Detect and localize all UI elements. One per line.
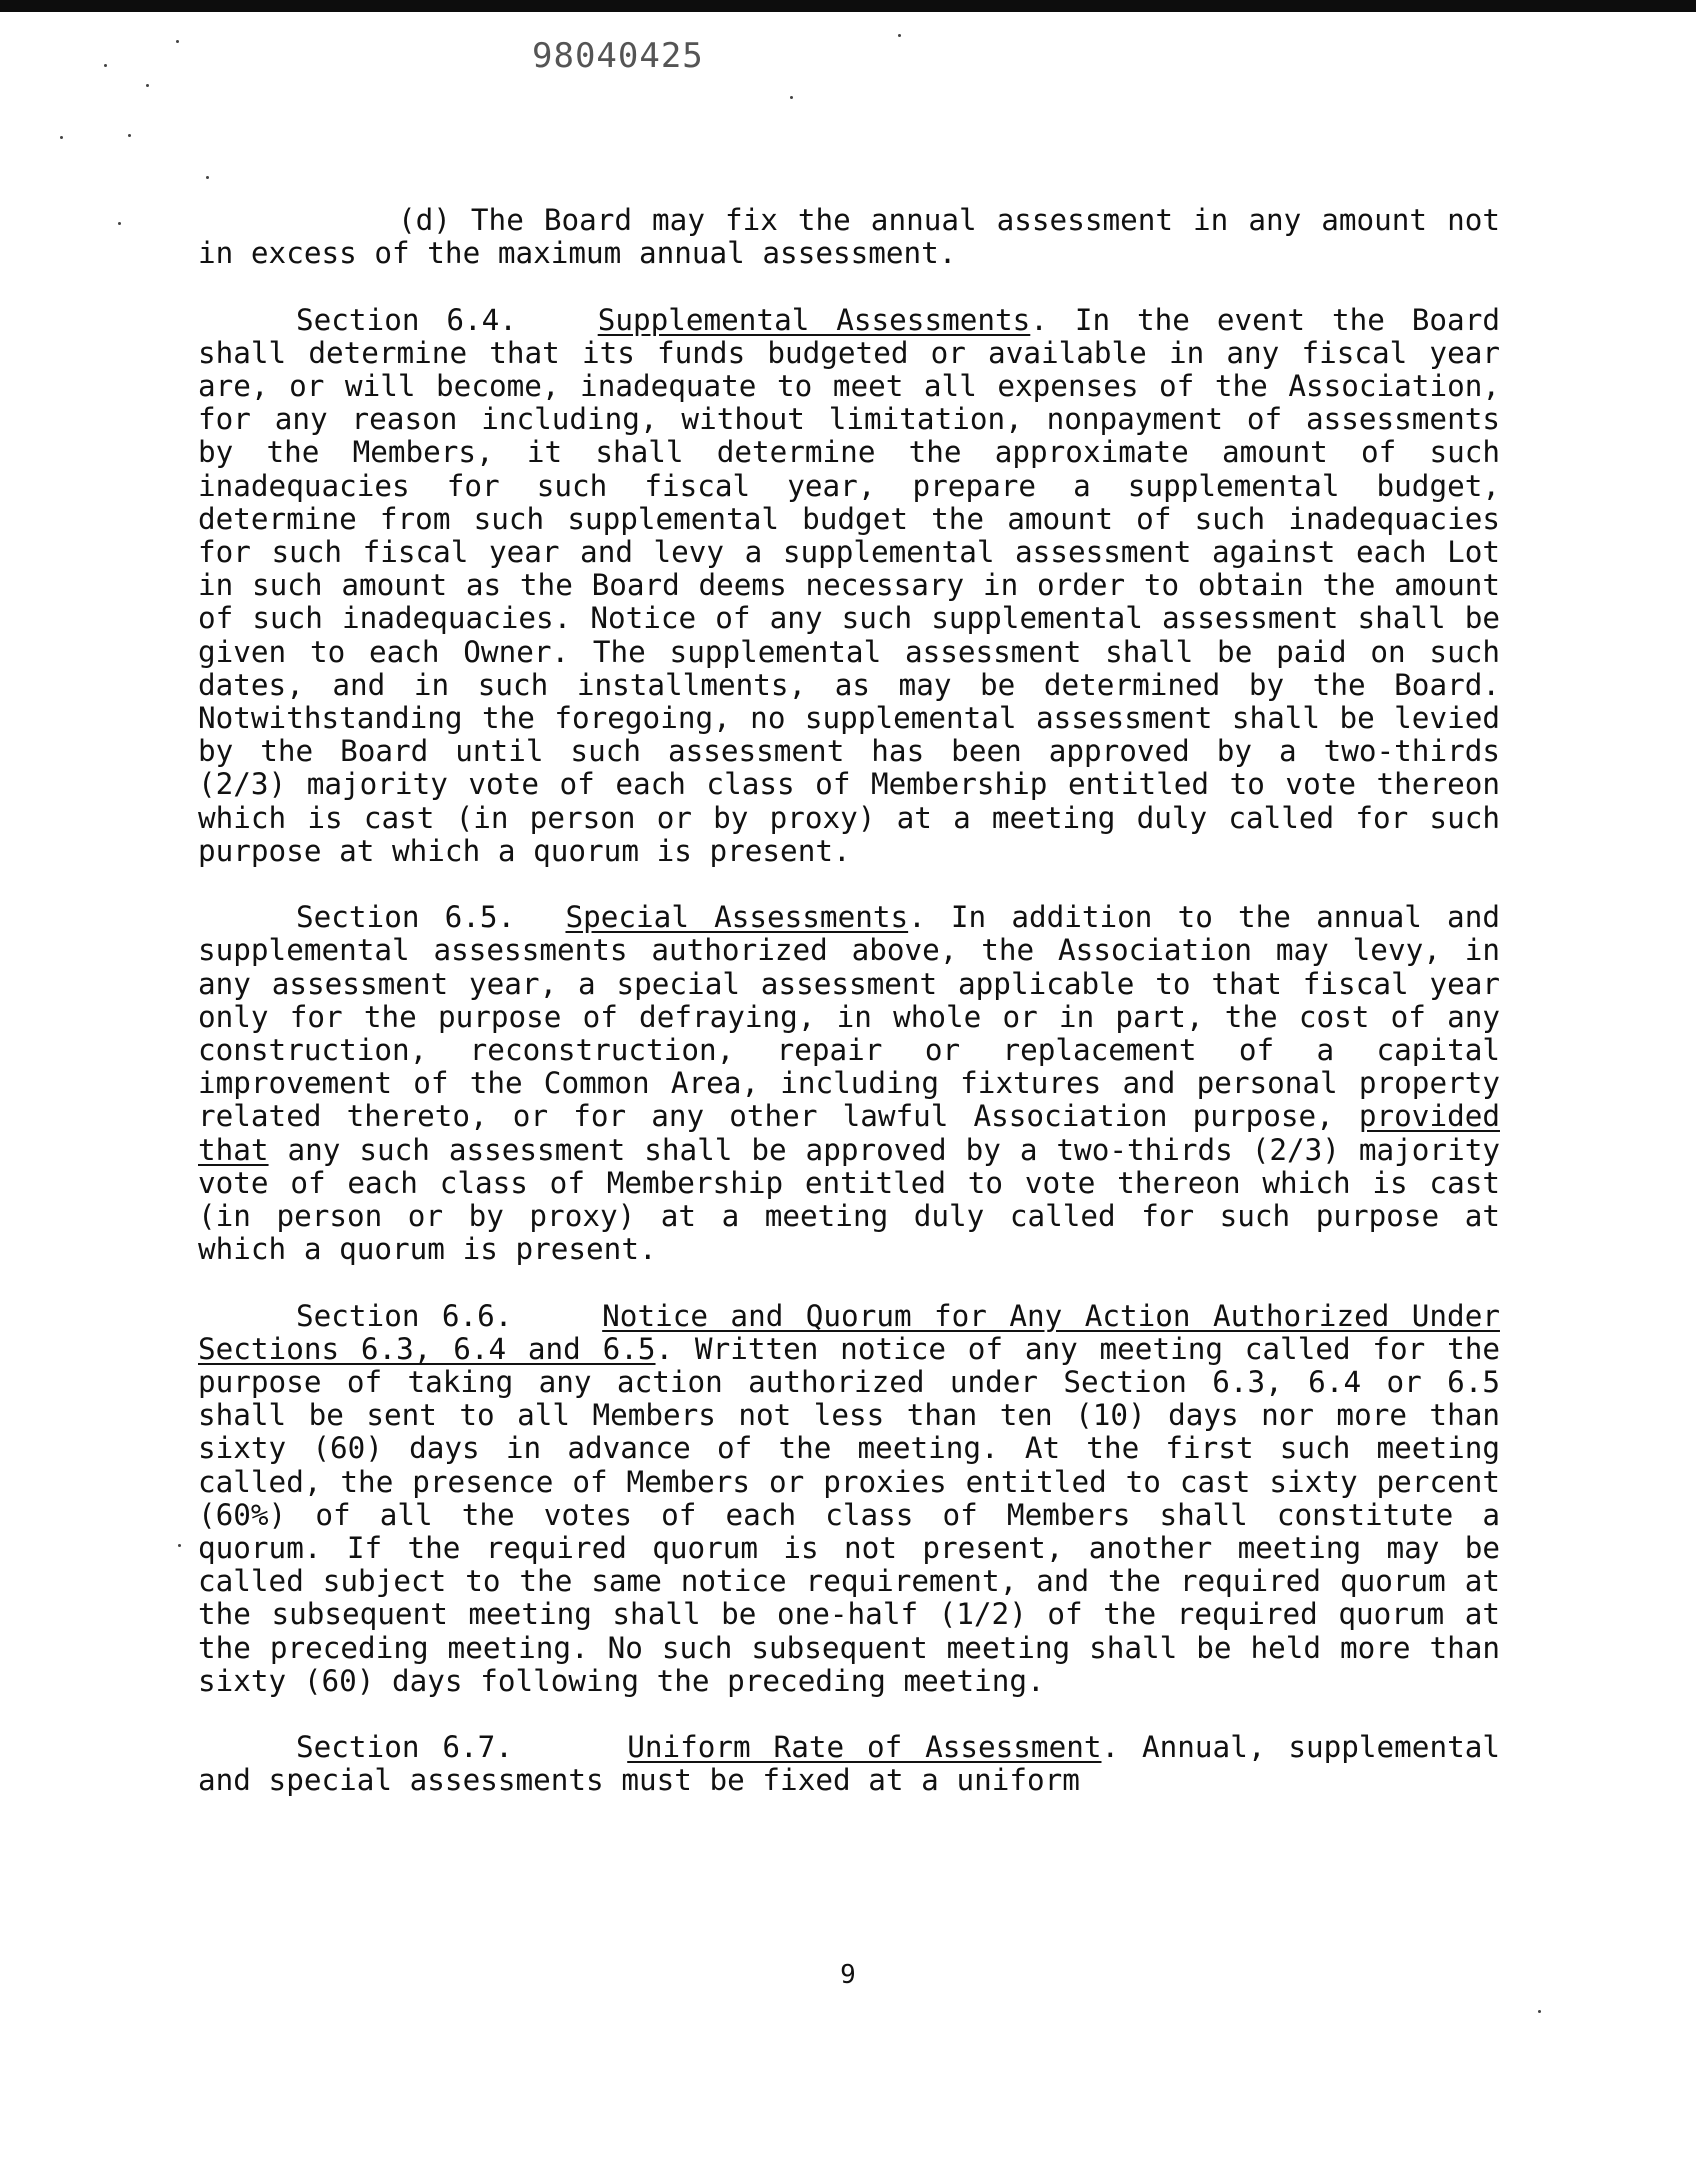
- section-6-6: [198, 1300, 1500, 1698]
- section-6-7-body: . Annual, supplemental and special assessments must be fixed at a uniform: [198, 1730, 1500, 1798]
- section-6-5-number: Section 6.5.: [296, 900, 516, 935]
- section-6-4: [198, 304, 1500, 868]
- section-6-5-emphasis: provided that: [198, 1099, 1500, 1167]
- scan-speck: [128, 134, 131, 137]
- section-6-4-body: . In the event the Board shall determine that its funds budgeted or available in any fiscal year are, or will become, inadequate to meet all expenses of the Association, for any reason including, without limitation, nonpayment of assessments by the Members, it shall determine the approximate amount of such inadequacies for such fiscal year, prepare a supplemental budget, determine from such supplemental budget the amount of such inadequacies for such fiscal year and levy a supplemental assessment against each Lot in such amount as the Board deems necessary in order to obtain the amount of such inadequacies. Notice of any such supplemental assessment shall be given to each Owner. The supplemental assessment shall be paid on such dates, and in such installments, as may be determined by the Board. Notwithstanding the foregoing, no supplemental assessment shall be levied by the Board until such assessment has been approved by a two-thirds (2/3) majority vote of each class of Membership entitled to vote thereon which is cast (in person or by proxy) at a meeting duly called for such purpose at which a quorum is present.: [198, 302, 1500, 868]
- scan-speck: [146, 84, 149, 87]
- section-6-6-title: Notice and Quorum for Any Action Authorized Under Sections 6.3, 6.4 and 6.5: [198, 1298, 1500, 1366]
- scan-speck: [118, 222, 121, 225]
- section-6-4-title: Supplemental Assessments: [597, 302, 1031, 337]
- scan-speck: [898, 34, 901, 37]
- section-6-4-number: Section 6.4.: [296, 302, 517, 337]
- scan-speck: [176, 40, 179, 43]
- document-body: [198, 204, 1500, 1831]
- scan-speck: [790, 96, 793, 99]
- section-6-7: [198, 1731, 1500, 1797]
- scan-speck: [178, 1544, 181, 1547]
- scan-speck: [1538, 2010, 1541, 2013]
- section-6-5-body-1: . In addition to the annual and supplemental assessments authorized above, the Association may levy, in any assessment year, a special assessment applicable to that fiscal year only for the purpose of defraying, in whole or in part, the cost of any construction, reconstruction, repair or replacement of a capital improvement of the Common Area, including fixtures and personal property related thereto, or for any other lawful Association purpose,: [198, 900, 1500, 1134]
- section-6-5-body-2: any such assessment shall be approved by a two-thirds (2/3) majority vote of each class of Membership entitled to vote thereon which is cast (in person or by proxy) at a meeting duly called for such purpose at which a quorum is present.: [198, 1132, 1500, 1267]
- section-6-7-title: Uniform Rate of Assessment: [627, 1730, 1102, 1765]
- scan-speck: [104, 64, 107, 67]
- scan-top-border: [0, 0, 1696, 12]
- scan-speck: [60, 136, 63, 139]
- section-6-5: [198, 901, 1500, 1266]
- paragraph-d-text: (d) The Board may fix the annual assessment in any amount not in excess of the maximum annual assessment.: [198, 203, 1500, 271]
- section-6-6-body: . Written notice of any meeting called for the purpose of taking any action authorized under Section 6.3, 6.4 or 6.5 shall be sent to all Members not less than ten (10) days nor more than sixty (60) days in advance of the meeting. At the first such meeting called, the presence of Members or proxies entitled to cast sixty percent (60%) of all the votes of each class of Members shall constitute a quorum. If the required quorum is not present, another meeting may be called subject to the same notice requirement, and the required quorum at the subsequent meeting shall be one-half (1/2) of the required quorum at the preceding meeting. No such subsequent meeting shall be held more than sixty (60) days following the preceding meeting.: [198, 1331, 1500, 1698]
- section-6-6-number: Section 6.6.: [296, 1298, 513, 1333]
- section-6-7-number: Section 6.7.: [296, 1730, 513, 1765]
- paragraph-d: [198, 204, 1500, 270]
- document-control-number: 98040425: [532, 36, 704, 76]
- page-number: 9: [840, 1960, 856, 1990]
- scan-speck: [206, 176, 209, 179]
- section-6-5-title: Special Assessments: [565, 900, 909, 935]
